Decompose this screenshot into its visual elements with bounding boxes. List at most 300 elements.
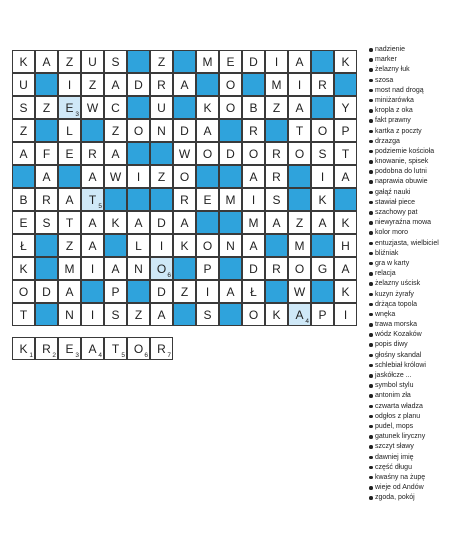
blocked-cell [127, 142, 150, 165]
letter-cell[interactable] [265, 257, 288, 280]
letter-cell[interactable] [288, 234, 311, 257]
letter-cell[interactable] [265, 96, 288, 119]
letter-cell[interactable] [219, 50, 242, 73]
clue-list [369, 45, 469, 503]
letter-cell[interactable] [334, 211, 357, 234]
cell-letter: S [272, 192, 281, 207]
cell-letter: N [65, 307, 74, 322]
cell-letter: T [19, 307, 28, 322]
letter-cell[interactable] [150, 303, 173, 326]
letter-cell[interactable] [311, 257, 334, 280]
solution-number: 4 [98, 352, 102, 359]
cell-letter: E [65, 100, 74, 115]
letter-cell[interactable] [127, 257, 150, 280]
cell-letter: U [88, 54, 97, 69]
clue-item: żelazny uścisk [369, 279, 469, 289]
letter-cell[interactable] [104, 280, 127, 303]
letter-cell[interactable] [242, 188, 265, 211]
blocked-cell [311, 234, 334, 257]
clue-item: część długu [369, 463, 469, 473]
solution-cell[interactable] [150, 337, 173, 360]
letter-cell[interactable] [242, 165, 265, 188]
cell-letter: R [272, 169, 281, 184]
blocked-cell [173, 50, 196, 73]
blocked-cell [12, 165, 35, 188]
cell-letter: I [136, 169, 141, 184]
letter-cell[interactable] [12, 257, 35, 280]
blocked-cell [127, 96, 150, 119]
cell-letter: A [318, 215, 327, 230]
cell-letter: I [274, 54, 279, 69]
letter-cell[interactable] [12, 73, 35, 96]
cell-letter: M [294, 238, 305, 253]
blocked-cell [173, 96, 196, 119]
letter-cell[interactable] [81, 96, 104, 119]
letter-cell[interactable] [334, 119, 357, 142]
letter-cell[interactable] [58, 211, 81, 234]
clue-item: bliźniak [369, 249, 469, 259]
cell-letter: R [88, 146, 97, 161]
letter-cell[interactable] [242, 303, 265, 326]
letter-cell[interactable] [311, 73, 334, 96]
cell-letter: A [180, 77, 189, 92]
letter-cell[interactable] [311, 119, 334, 142]
cell-letter: Z [157, 169, 166, 184]
letter-cell[interactable] [150, 280, 173, 303]
letter-cell[interactable] [265, 73, 288, 96]
cell-letter: K [341, 284, 350, 299]
blocked-cell [173, 303, 196, 326]
letter-cell[interactable] [173, 280, 196, 303]
letter-cell[interactable] [288, 280, 311, 303]
letter-cell[interactable] [35, 188, 58, 211]
clue-item: niewyraźna mowa [369, 218, 469, 228]
cell-letter: A [203, 123, 212, 138]
blocked-cell [334, 188, 357, 211]
cell-letter: O [18, 284, 29, 299]
cell-letter: A [249, 169, 258, 184]
letter-cell[interactable] [104, 165, 127, 188]
letter-cell[interactable] [58, 280, 81, 303]
letter-cell[interactable] [81, 165, 104, 188]
letter-cell[interactable] [58, 257, 81, 280]
letter-cell[interactable] [242, 257, 265, 280]
letter-cell[interactable] [81, 257, 104, 280]
solution-cell[interactable] [127, 337, 150, 360]
numbered-cell[interactable] [81, 188, 104, 211]
letter-cell[interactable] [104, 50, 127, 73]
clue-item: most nad drogą [369, 86, 469, 96]
solution-number: 7 [167, 352, 171, 359]
letter-cell[interactable] [219, 280, 242, 303]
letter-cell[interactable] [196, 280, 219, 303]
blocked-cell [104, 188, 127, 211]
letter-cell[interactable] [81, 50, 104, 73]
cell-letter: A [249, 238, 258, 253]
cell-letter: A [111, 77, 120, 92]
cell-letter: D [42, 284, 51, 299]
letter-cell[interactable] [311, 142, 334, 165]
letter-cell[interactable] [288, 73, 311, 96]
blocked-cell [219, 119, 242, 142]
clue-item: kartka z poczty [369, 127, 469, 137]
numbered-cell[interactable] [58, 96, 81, 119]
letter-cell[interactable] [219, 96, 242, 119]
clue-item: wnęka [369, 310, 469, 320]
blocked-cell [196, 73, 219, 96]
cell-letter: A [88, 215, 97, 230]
clue-item: gatunek liryczny [369, 432, 469, 442]
letter-cell[interactable] [334, 142, 357, 165]
cell-letter: N [134, 261, 143, 276]
cell-letter: S [19, 100, 28, 115]
cell-letter: A [180, 215, 189, 230]
letter-cell[interactable] [35, 165, 58, 188]
solution-number: 5 [121, 352, 125, 359]
clue-item: nadzienie [369, 45, 469, 55]
letter-cell[interactable] [334, 50, 357, 73]
clue-item: naprawia obuwie [369, 177, 469, 187]
cell-letter: I [159, 238, 164, 253]
blocked-cell [219, 211, 242, 234]
cell-letter: T [295, 123, 304, 138]
blocked-cell [334, 73, 357, 96]
cell-letter: N [157, 123, 166, 138]
cell-letter: K [19, 54, 28, 69]
letter-cell[interactable] [265, 211, 288, 234]
blocked-cell [219, 165, 242, 188]
solution-cell[interactable] [104, 337, 127, 360]
clue-item: pudel, mops [369, 422, 469, 432]
solution-letter: R [42, 341, 51, 356]
letter-cell[interactable] [173, 188, 196, 211]
letter-cell[interactable] [242, 280, 265, 303]
cell-letter: O [133, 123, 144, 138]
cell-letter: Z [65, 238, 74, 253]
cell-letter: R [42, 192, 51, 207]
letter-cell[interactable] [311, 303, 334, 326]
letter-cell[interactable] [35, 280, 58, 303]
letter-cell[interactable] [81, 234, 104, 257]
letter-cell[interactable] [288, 142, 311, 165]
letter-cell[interactable] [127, 234, 150, 257]
letter-cell[interactable] [219, 73, 242, 96]
cell-letter: Z [180, 284, 189, 299]
clue-item: szosa [369, 76, 469, 86]
cell-letter: K [111, 215, 120, 230]
letter-cell[interactable] [242, 50, 265, 73]
clue-item: knowanie, spisek [369, 157, 469, 167]
letter-cell[interactable] [35, 211, 58, 234]
cell-letter: R [318, 77, 327, 92]
cell-letter: E [203, 192, 212, 207]
cell-letter: L [135, 238, 142, 253]
cell-letter: I [67, 77, 72, 92]
letter-cell[interactable] [173, 73, 196, 96]
letter-cell[interactable] [265, 165, 288, 188]
letter-cell[interactable] [58, 188, 81, 211]
clue-item: jaskółcze ... [369, 371, 469, 381]
letter-cell[interactable] [219, 234, 242, 257]
clue-item: wieje od Andów [369, 483, 469, 493]
letter-cell[interactable] [265, 50, 288, 73]
letter-cell[interactable] [311, 188, 334, 211]
letter-cell[interactable] [127, 303, 150, 326]
blocked-cell [104, 234, 127, 257]
cell-letter: L [66, 123, 73, 138]
letter-cell[interactable] [150, 50, 173, 73]
cell-letter: S [111, 307, 120, 322]
letter-cell[interactable] [12, 96, 35, 119]
blocked-cell [311, 280, 334, 303]
letter-cell[interactable] [104, 303, 127, 326]
letter-cell[interactable] [150, 119, 173, 142]
letter-cell[interactable] [219, 188, 242, 211]
blocked-cell [35, 73, 58, 96]
blocked-cell [265, 234, 288, 257]
letter-cell[interactable] [196, 188, 219, 211]
letter-cell[interactable] [58, 303, 81, 326]
letter-cell[interactable] [219, 142, 242, 165]
letter-cell[interactable] [196, 96, 219, 119]
letter-cell[interactable] [334, 96, 357, 119]
cell-letter: A [42, 54, 51, 69]
letter-cell[interactable] [196, 257, 219, 280]
cell-letter: Z [134, 307, 143, 322]
clue-item: drzazga [369, 137, 469, 147]
letter-cell[interactable] [12, 142, 35, 165]
cell-letter: D [157, 215, 166, 230]
letter-cell[interactable] [150, 73, 173, 96]
cell-letter: Z [157, 54, 166, 69]
letter-cell[interactable] [104, 211, 127, 234]
cell-letter: M [248, 215, 259, 230]
cell-letter: S [203, 307, 212, 322]
letter-cell[interactable] [35, 142, 58, 165]
clue-item: gra w karty [369, 259, 469, 269]
cell-letter: R [180, 192, 189, 207]
letter-cell[interactable] [81, 142, 104, 165]
cell-letter: O [156, 261, 167, 276]
letter-cell[interactable] [104, 73, 127, 96]
cell-letter: W [109, 169, 122, 184]
cell-letter: D [157, 284, 166, 299]
numbered-cell[interactable] [288, 303, 311, 326]
numbered-cell[interactable] [150, 257, 173, 280]
cell-letter: B [249, 100, 258, 115]
cell-letter: O [317, 123, 328, 138]
letter-cell[interactable] [173, 142, 196, 165]
clue-item: szachowy pat [369, 208, 469, 218]
letter-cell[interactable] [196, 142, 219, 165]
letter-cell[interactable] [81, 73, 104, 96]
cell-letter: A [295, 307, 304, 322]
cell-letter: Z [42, 100, 51, 115]
letter-cell[interactable] [288, 119, 311, 142]
letter-cell[interactable] [12, 234, 35, 257]
cell-letter: A [88, 238, 97, 253]
letter-cell[interactable] [242, 142, 265, 165]
letter-cell[interactable] [58, 234, 81, 257]
letter-cell[interactable] [196, 303, 219, 326]
blocked-cell [150, 142, 173, 165]
letter-cell[interactable] [104, 119, 127, 142]
cell-letter: O [202, 238, 213, 253]
cell-letter: W [178, 146, 191, 161]
blocked-cell [127, 188, 150, 211]
cell-letter: U [157, 100, 166, 115]
blocked-cell [150, 188, 173, 211]
letter-cell[interactable] [104, 142, 127, 165]
cell-letter: M [271, 77, 282, 92]
solution-number: 1 [29, 352, 33, 359]
clue-item: marker [369, 55, 469, 65]
letter-cell[interactable] [173, 234, 196, 257]
solution-cell[interactable] [58, 337, 81, 360]
letter-cell[interactable] [12, 280, 35, 303]
letter-cell[interactable] [12, 188, 35, 211]
clue-item: żelazny łuk [369, 65, 469, 75]
letter-cell[interactable] [173, 165, 196, 188]
letter-cell[interactable] [265, 303, 288, 326]
letter-cell[interactable] [35, 50, 58, 73]
letter-cell[interactable] [58, 73, 81, 96]
letter-cell[interactable] [12, 50, 35, 73]
cell-letter: K [19, 261, 28, 276]
letter-cell[interactable] [311, 165, 334, 188]
clue-item: popis diwy [369, 340, 469, 350]
cell-letter: A [88, 169, 97, 184]
letter-cell[interactable] [242, 234, 265, 257]
letter-cell[interactable] [265, 142, 288, 165]
cell-letter: U [19, 77, 28, 92]
cell-letter: N [226, 238, 235, 253]
letter-cell[interactable] [104, 257, 127, 280]
letter-cell[interactable] [127, 73, 150, 96]
letter-cell[interactable] [35, 96, 58, 119]
clue-item: odgłos z planu [369, 412, 469, 422]
letter-cell[interactable] [288, 96, 311, 119]
cell-letter: A [42, 169, 51, 184]
letter-cell[interactable] [334, 280, 357, 303]
letter-cell[interactable] [265, 188, 288, 211]
letter-cell[interactable] [127, 211, 150, 234]
cell-letter: M [202, 54, 213, 69]
cell-letter: R [249, 123, 258, 138]
solution-cell[interactable] [81, 337, 104, 360]
blocked-cell [58, 165, 81, 188]
letter-cell[interactable] [104, 96, 127, 119]
letter-cell[interactable] [12, 119, 35, 142]
letter-cell[interactable] [173, 211, 196, 234]
cell-letter: O [294, 146, 305, 161]
cell-letter: I [90, 307, 95, 322]
letter-cell[interactable] [196, 119, 219, 142]
cell-letter: P [318, 307, 327, 322]
cell-letter: K [203, 100, 212, 115]
letter-cell[interactable] [150, 96, 173, 119]
letter-cell[interactable] [288, 211, 311, 234]
letter-cell[interactable] [127, 165, 150, 188]
crossword-grid [12, 50, 357, 326]
letter-cell[interactable] [12, 211, 35, 234]
letter-cell[interactable] [150, 234, 173, 257]
clue-item: stawiał piece [369, 198, 469, 208]
solution-strip [12, 337, 173, 360]
letter-cell[interactable] [288, 50, 311, 73]
cell-letter: K [180, 238, 189, 253]
cell-letter: T [88, 192, 97, 207]
cell-letter: A [19, 146, 28, 161]
letter-cell[interactable] [81, 303, 104, 326]
letter-cell[interactable] [127, 119, 150, 142]
cell-letter: F [42, 146, 51, 161]
blocked-cell [311, 96, 334, 119]
letter-cell[interactable] [311, 211, 334, 234]
clue-item: symbol stylu [369, 381, 469, 391]
cell-letter: O [179, 169, 190, 184]
letter-cell[interactable] [173, 119, 196, 142]
cell-letter: A [111, 146, 120, 161]
cell-letter: B [19, 192, 28, 207]
cell-letter: K [341, 54, 350, 69]
clue-item: czwarta władza [369, 402, 469, 412]
blocked-cell [219, 303, 242, 326]
cell-letter: A [295, 54, 304, 69]
cell-letter: D [226, 146, 235, 161]
cell-letter: S [318, 146, 327, 161]
solution-cell[interactable] [12, 337, 35, 360]
blocked-cell [311, 50, 334, 73]
cell-letter: H [341, 238, 350, 253]
letter-cell[interactable] [334, 234, 357, 257]
cell-letter: A [111, 261, 120, 276]
cell-letter: K [341, 215, 350, 230]
cell-letter: I [343, 307, 348, 322]
blocked-cell [35, 303, 58, 326]
letter-cell[interactable] [58, 142, 81, 165]
letter-cell[interactable] [242, 211, 265, 234]
clue-item: głośny skandal [369, 351, 469, 361]
letter-cell[interactable] [334, 303, 357, 326]
letter-cell[interactable] [150, 211, 173, 234]
letter-cell[interactable] [242, 119, 265, 142]
letter-cell[interactable] [58, 119, 81, 142]
blocked-cell [127, 280, 150, 303]
letter-cell[interactable] [242, 96, 265, 119]
letter-cell[interactable] [150, 165, 173, 188]
cell-letter: T [341, 146, 350, 161]
clue-item: szczyt sławy [369, 442, 469, 452]
letter-cell[interactable] [334, 165, 357, 188]
solution-cell[interactable] [35, 337, 58, 360]
letter-cell[interactable] [288, 257, 311, 280]
cell-letter: A [134, 215, 143, 230]
cell-number: 4 [305, 318, 309, 325]
letter-cell[interactable] [81, 211, 104, 234]
cell-letter: Z [272, 100, 281, 115]
solution-number: 3 [75, 352, 79, 359]
letter-cell[interactable] [58, 50, 81, 73]
letter-cell[interactable] [196, 234, 219, 257]
cell-letter: O [202, 146, 213, 161]
cell-letter: A [65, 284, 74, 299]
letter-cell[interactable] [334, 257, 357, 280]
clue-item: trawa morska [369, 320, 469, 330]
letter-cell[interactable] [196, 50, 219, 73]
letter-cell[interactable] [12, 303, 35, 326]
cell-letter: K [318, 192, 327, 207]
